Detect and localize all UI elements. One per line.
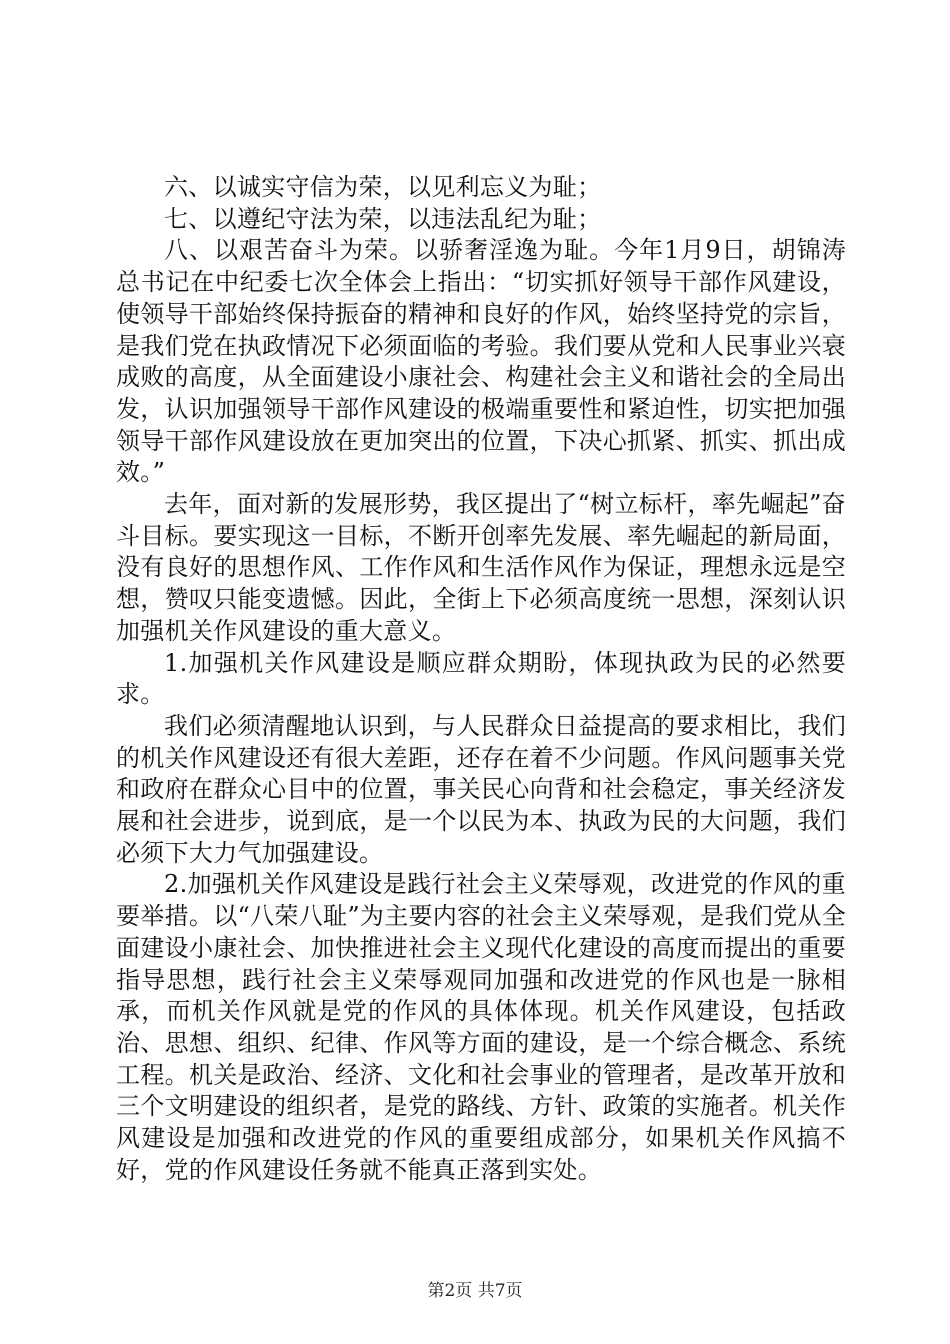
document-body — [116, 172, 846, 1187]
paragraph-goal: 去年，面对新的发展形势，我区提出了“树立标杆，率先崛起”奋斗目标。要实现这一目标，不断开创率先发展、率先崛起的新局面，没有良好的思想作风、工作作风和生活作风作为保证，理想永远是空想，赞叹只能变遗憾。因此，全街上下必须高度统一思想，深刻认识加强机关作风建设的重大意义。 — [116, 490, 846, 645]
paragraph-item-6: 六、以诚实守信为荣，以见利忘义为耻； — [164, 173, 602, 201]
page-number-footer: 第2页 共7页 — [427, 1281, 523, 1301]
paragraph-item-7: 七、以遵纪守法为荣，以违法乱纪为耻； — [164, 204, 602, 233]
paragraph-point-1-body: 我们必须清醒地认识到，与人民群众日益提高的要求相比，我们的机关作风建设还有很大差距，还存在着不少问题。作风问题事关党和政府在群众心目中的位置，事关民心向背和社会稳定，事关经济发展和社会进步，说到底，是一个以民为本、执政为民的大问题，我们必须下大力气加强建设。 — [116, 711, 846, 867]
paragraph-point-1-heading: 1.加强机关作风建设是顺应群众期盼，体现执政为民的必然要求。 — [116, 648, 846, 709]
paragraph-point-2: 2.加强机关作风建设是践行社会主义荣辱观，改进党的作风的重要举措。以“八荣八耻”为主要内容的社会主义荣辱观，是我们党从全面建设小康社会、加快推进社会主义现代化建设的高度而提出的重要指导思想，践行社会主义荣辱观同加强和改进党的作风也是一脉相承，而机关作风就是党的作风的具体体现。机关作风建设，包括政治、思想、组织、纪律、作风等方面的建设，是一个综合概念、系统工程。机关是政治、经济、文化和社会事业的管理者，是改革开放和三个文明建设的组织者，是党的路线、方针、政策的实施者。机关作风建设是加强和改进党的作风的重要组成部分，如果机关作风搞不好，党的作风建设任务就不能真正落到实处。 — [116, 870, 846, 1184]
paragraph-item-8-quote: 八、以艰苦奋斗为荣。以骄奢淫逸为耻。今年1月9日，胡锦涛总书记在中纪委七次全体会上指出：“切实抓好领导干部作风建设，使领导干部始终保持振奋的精神和良好的作风，始终坚持党的宗旨，是我们党在执政情况下必须面临的考验。我们要从党和人民事业兴衰成败的高度，从全面建设小康社会、构建社会主义和谐社会的全局出发，认识加强领导干部作风建设的极端重要性和紧迫性，切实把加强领导干部作风建设放在更加突出的位置，下决心抓紧、抓实、抓出成效。” — [116, 236, 846, 487]
